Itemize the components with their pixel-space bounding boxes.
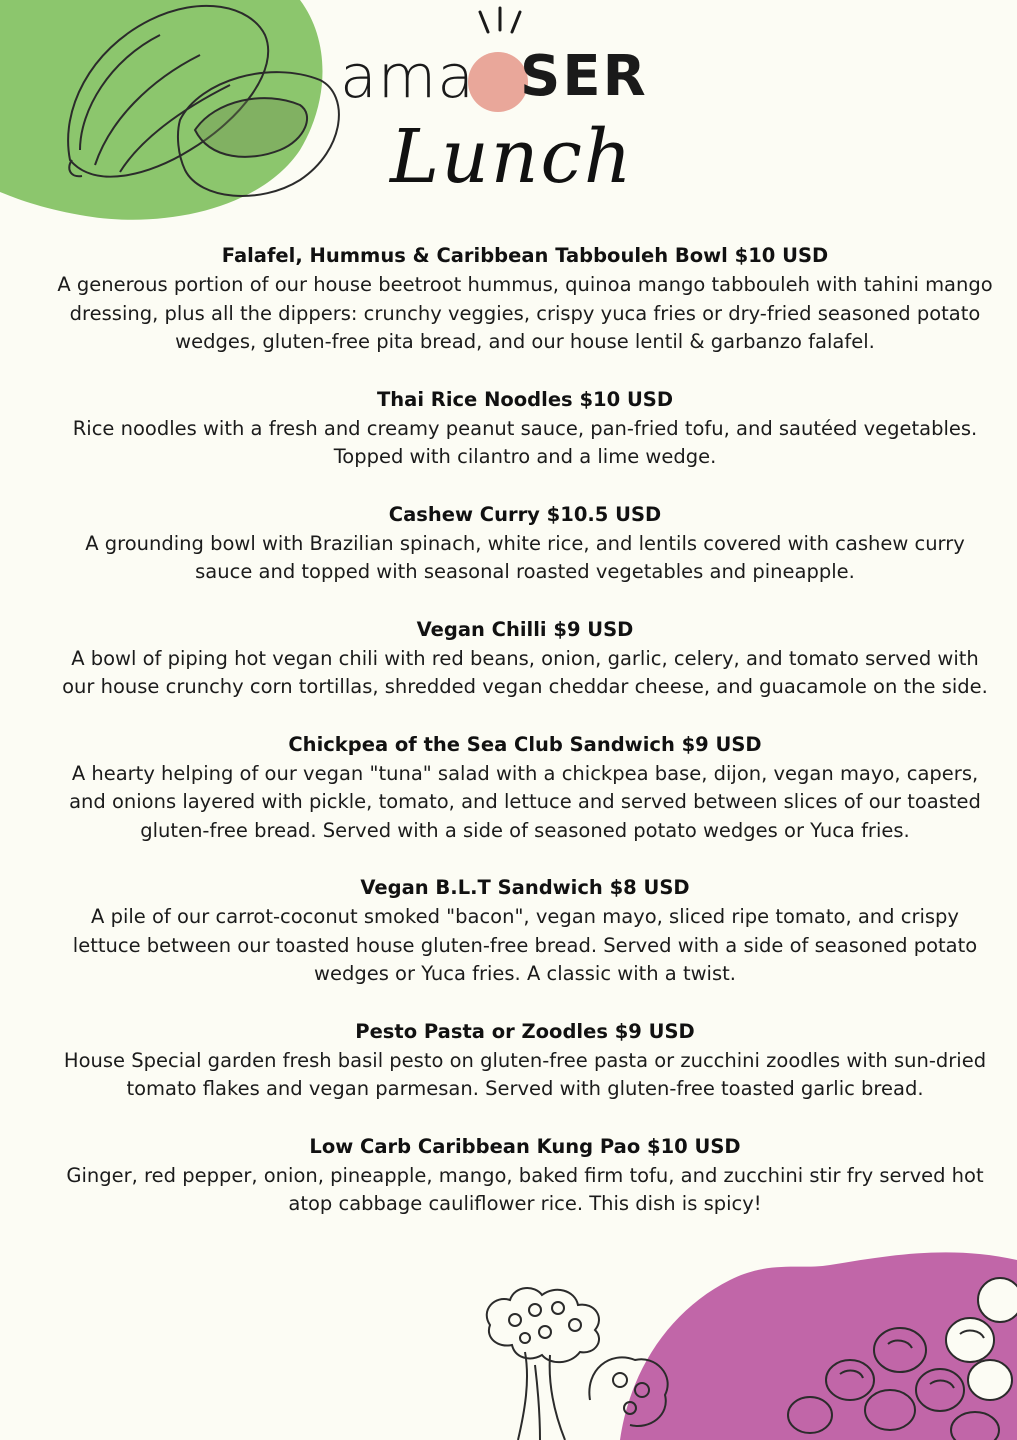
menu-item (55, 615, 995, 702)
green-blob-decoration (0, 0, 360, 225)
purple-blob-decoration (470, 1240, 1017, 1440)
menu-item-name: Vegan B.L.T Sandwich $8 USD (360, 876, 690, 899)
menu-item-description: A bowl of piping hot vegan chili with red beans, onion, garlic, celery, and tomato served with our house crunchy corn tortillas, shredded vegan cheddar cheese, and guacamole on the side. (62, 646, 988, 698)
menu-item (55, 873, 995, 989)
menu-item-name: Cashew Curry $10.5 USD (388, 502, 662, 526)
menu-item-name: Chickpea of the Sea Club Sandwich $9 USD (288, 732, 762, 756)
menu-item (55, 730, 995, 846)
menu-item (55, 1017, 995, 1104)
sun-rays-icon (470, 6, 530, 40)
brand-logo (340, 42, 680, 112)
menu-item (55, 1132, 995, 1219)
brand-name-light: ama (340, 42, 475, 112)
menu-item (55, 500, 995, 587)
menu-item-description: House Special garden fresh basil pesto on gluten-free pasta or zucchini zoodles with sun-dried tomato flakes and vegan parmesan. Served with gluten-free toasted garlic bread. (63, 1048, 987, 1100)
menu-item-description: A generous portion of our house beetroot hummus, quinoa mango tabbouleh with tahini mango dressing, plus all the dippers: crunchy veggies, crispy yuca fries or dry-fried seasoned potato wedges, gluten-free pita bread, and our house lentil & garbanzo falafel. (57, 273, 993, 353)
menu-item-name: Pesto Pasta or Zoodles $9 USD (355, 1019, 695, 1043)
menu-item-name: Falafel, Hummus & Caribbean Tabbouleh Bowl $10 USD (221, 244, 829, 267)
menu-item-description: Rice noodles with a fresh and creamy peanut sauce, pan-fried tofu, and sautéed vegetables. Topped with cilantro and a lime wedge. (72, 416, 978, 468)
menu-item-description: A hearty helping of our vegan "tuna" salad with a chickpea base, dijon, vegan mayo, capers, and onions layered with pickle, tomato, and lettuce and served between slices of our toasted gluten-free bread. Served with a side of seasoned potato wedges or Yuca fries. (69, 761, 981, 842)
menu-item-description: Ginger, red pepper, onion, pineapple, mango, baked firm tofu, and zucchini stir fry served hot atop cabbage cauliflower rice. This dish is spicy! (66, 1163, 984, 1215)
section-title: Lunch (390, 114, 634, 200)
menu-item-name: Low Carb Caribbean Kung Pao $10 USD (309, 1134, 741, 1158)
menu-item-name: Thai Rice Noodles $10 USD (376, 387, 674, 411)
menu-list (55, 241, 995, 1247)
menu-item (55, 241, 995, 357)
menu-item-name: Vegan Chilli $9 USD (416, 617, 634, 641)
menu-item-description: A grounding bowl with Brazilian spinach, white rice, and lentils covered with cashew curry sauce and topped with seasonal roasted vegetables and pineapple. (85, 531, 965, 583)
menu-item-description: A pile of our carrot-coconut smoked "bacon", vegan mayo, sliced ripe tomato, and crispy lettuce between our toasted house gluten-free bread. Served with a side of seasoned potato wedges or Yuca fries. A classic with a twist. (72, 905, 978, 985)
menu-item (55, 385, 995, 472)
brand-name-bold: SER (520, 44, 648, 109)
